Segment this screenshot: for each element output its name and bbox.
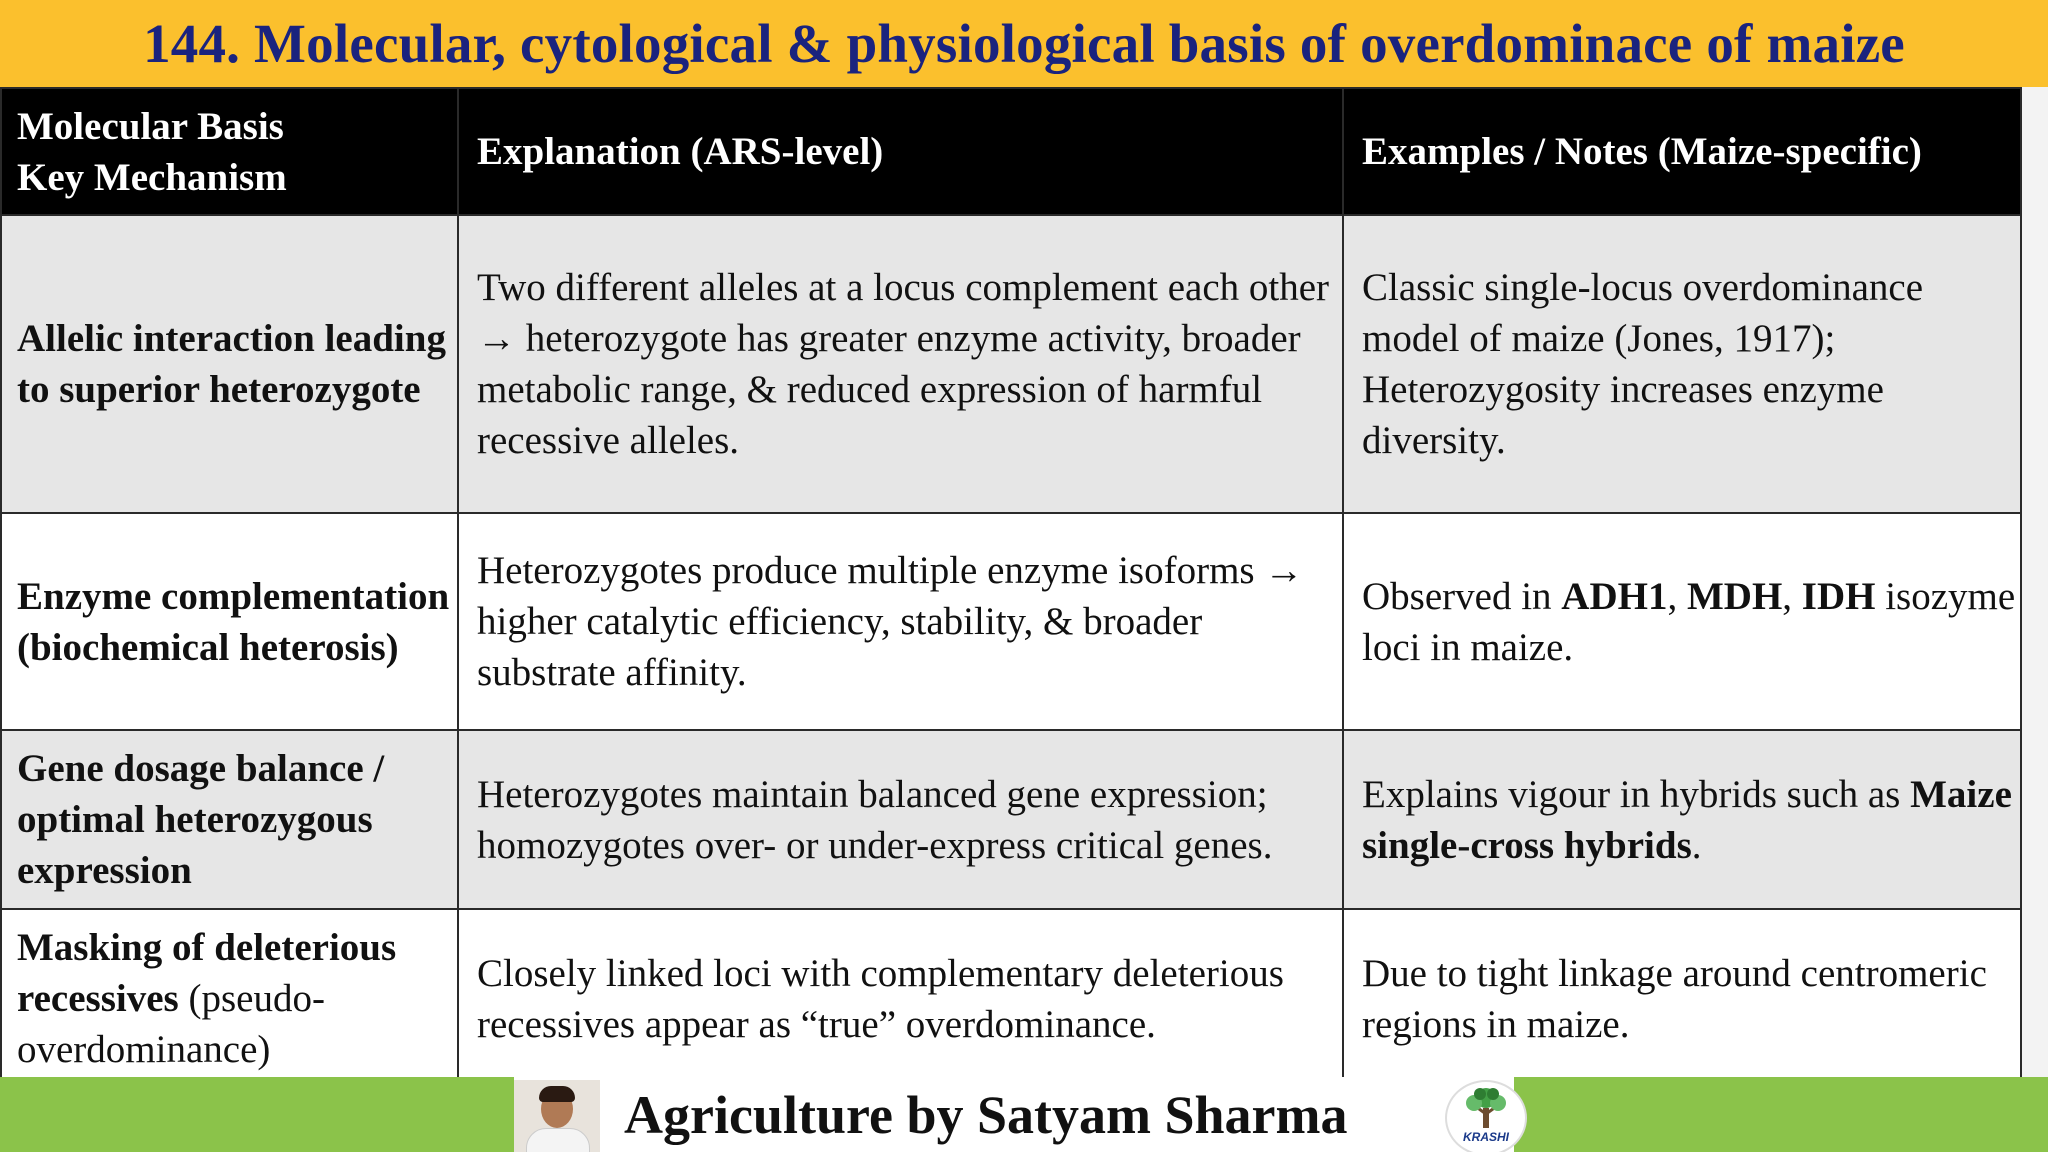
notes-separator: , — [1782, 574, 1802, 618]
notes-cell: Classic single-locus overdominance model of maize (Jones, 1917); Heterozygosity increases enzyme diversity. — [1343, 215, 2021, 513]
hybrid-type: Maize single-cross hybrids — [1362, 772, 2012, 867]
mechanism-cell: Enzyme complementation (biochemical heterosis) — [1, 513, 458, 730]
overdominance-table — [0, 87, 2022, 1089]
explanation-cell: Two different alleles at a locus complement each other → heterozygote has greater enzyme activity, broader metabolic range, & reduced expression of harmful recessive alleles. — [458, 215, 1343, 513]
notes-text: . — [1691, 823, 1702, 867]
header-examples-notes: Examples / Notes (Maize-specific) — [1343, 88, 2021, 215]
avatar-hair — [539, 1086, 575, 1102]
table-row — [1, 909, 2021, 1088]
page-title: 144. Molecular, cytological & physiological basis of overdominace of maize — [143, 13, 1905, 74]
explanation-cell: Heterozygotes maintain balanced gene expression; homozygotes over- or under-express critical genes. — [458, 730, 1343, 909]
footer-brand-text: Agriculture by Satyam Sharma — [624, 1084, 1348, 1145]
right-margin-strip — [2020, 87, 2048, 1077]
notes-cell — [1343, 513, 2021, 730]
header-molecular-basis — [1, 88, 458, 215]
isozyme-adh1: ADH1 — [1561, 574, 1668, 618]
mechanism-normal: (pseudo-overdominance) — [17, 977, 325, 1071]
explanation-cell: Heterozygotes produce multiple enzyme isoforms → higher catalytic efficiency, stability, & broader substrate affinity. — [458, 513, 1343, 730]
header-col1-line2: Key Mechanism — [17, 155, 287, 199]
notes-cell — [1343, 730, 2021, 909]
isozyme-idh: IDH — [1801, 574, 1876, 618]
author-avatar — [514, 1080, 600, 1152]
table-row — [1, 730, 2021, 909]
mechanism-bold: Masking of deleterious recessives — [17, 926, 397, 1020]
notes-text: Observed in — [1362, 574, 1562, 618]
avatar-shirt — [526, 1128, 590, 1152]
notes-text: Explains vigour in hybrids such as — [1362, 772, 1911, 816]
explanation-cell: Closely linked loci with complementary deleterious recessives appear as “true” overdominance. — [458, 909, 1343, 1088]
logo-label: KRASHI — [1462, 1130, 1509, 1144]
mechanism-cell: Allelic interaction leading to superior heterozygote — [1, 215, 458, 513]
mechanism-cell: Gene dosage balance / optimal heterozygous expression — [1, 730, 458, 909]
table-row — [1, 513, 2021, 730]
notes-cell: Due to tight linkage around centromeric regions in maize. — [1343, 909, 2021, 1088]
header-col1-line1: Molecular Basis — [17, 104, 284, 148]
mechanism-cell — [1, 909, 458, 1088]
isozyme-mdh: MDH — [1686, 574, 1783, 618]
krashi-logo — [1445, 1080, 1527, 1152]
table-row — [1, 215, 2021, 513]
notes-separator: , — [1667, 574, 1687, 618]
title-bar — [0, 0, 2048, 87]
notes-text: isozyme loci in maize. — [1362, 574, 2016, 669]
header-explanation: Explanation (ARS-level) — [458, 88, 1343, 215]
table-header-row — [1, 88, 2021, 215]
